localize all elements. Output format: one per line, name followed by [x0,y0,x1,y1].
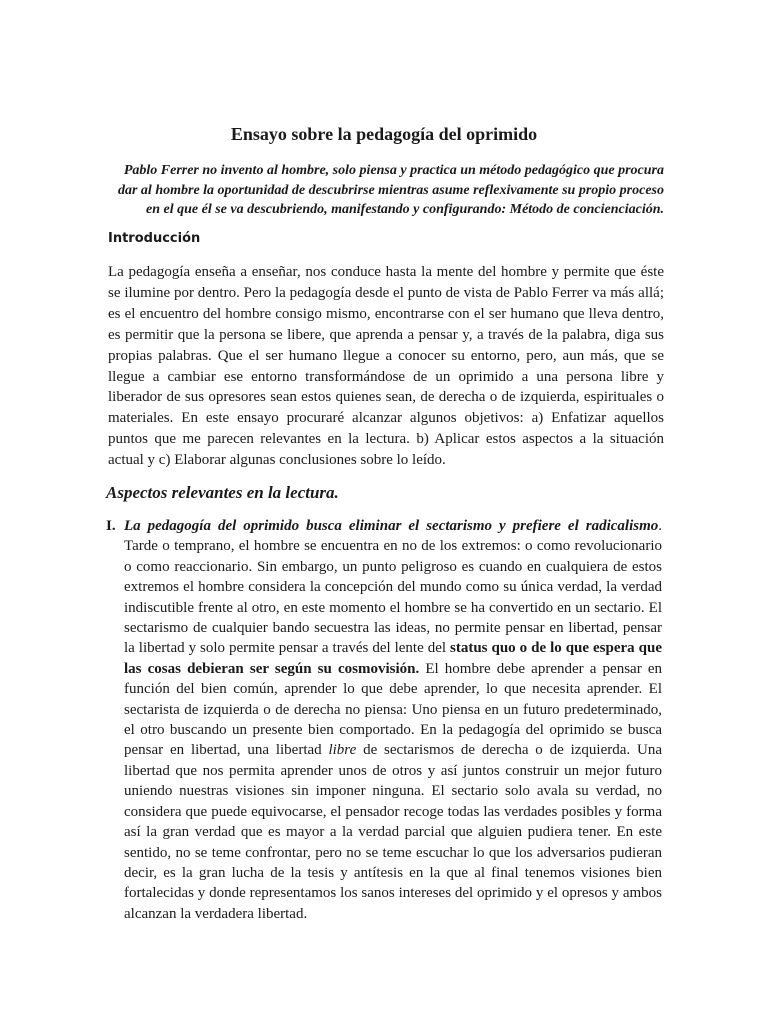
item-text-part-1: . Tarde o temprano, el hombre se encuentra en no de los extremos: o como revolucionario o como reaccionario. Sin embargo, un punto peligroso es cuando en cualquiera de estos extremos el hombre considera la concepción del mundo como su única verdad, la verdad indiscutible frente al otro, en este momento el hombre se ha convertido en un sectario. El sectarismo de cualquier bando secuestra las ideas, no permite pensar en libertad, pensar la libertad y solo permite pensar a través del lente del [124,518,662,657]
item-text-part-3: de sectarismos de derecha o de izquierda. Una libertad que nos permita aprender unos de otros y así juntos construir un mejor futuro uniendo nuestras visiones sin imponer ninguna. El sectario solo avala su verdad, no considera que puede equivocarse, el pensador recoge todas las verdades posibles y forma así la gran verdad que es mayor a la verdad parcial que alguien pudiera tener. En este sentido, no se teme confrontar, pero no se teme escuchar lo que los adversarios pudieran decir, es la gran lucha de la tesis y antítesis en la que al final tenemos visiones bien fortalecidas y donde representamos los sanos intereses del oprimido y el opresos y ambos alcanzan la verdadera libertad. [124,742,662,922]
item-text-part-2: El hombre debe aprender a pensar en función del bien común, aprender lo que debe aprender, lo que necesita aprender. El sectarista de izquierda o de derecha no piensa: Uno piensa en un futuro predeterminado, el otro buscando un presente bien comportado. En la pedagogía del oprimido se busca pensar en libertad, una libertad [124,660,662,759]
list-item-number: I. [106,518,116,534]
list-item-1 [106,516,666,924]
item-italic-word: libre [328,742,357,759]
document-title: Ensayo sobre la pedagogía del oprimido [230,124,538,144]
abstract-epigraph: Pablo Ferrer no invento al hombre, solo piensa y practica un método pedagógico que procura dar al hombre la oportunidad de descubrirse mientras asume reflexivamente su propio proceso en el que él se va descubriendo, manifestando y configurando: Método de concienciación. [117,163,664,217]
list-item-body [124,516,662,924]
item-bold-phrase: status quo o de lo que espera que las cosas debieran ser según su cosmovisión. [124,640,662,677]
introduction-heading: Introducción [108,231,201,246]
aspects-heading: Aspectos relevantes en la lectura. [106,483,339,502]
introduction-paragraph: La pedagogía enseña a enseñar, nos conduce hasta la mente del hombre y permite que éste se ilumine por dentro. Pero la pedagogía desde el punto de vista de Pablo Ferrer va más allá; es el encuentro del hombre consigo mismo, encontrarse con el ser humano que lleva dentro, es permitir que la persona se libere, que aprenda a pensar y, a través de la palabra, diga sus propias palabras. Que el ser humano llegue a conocer su entorno, pero, aun más, que se llegue a cambiar ese entorno transformándose de un oprimido a una persona libre y liberador de sus opresores sean estos quienes sean, de derecha o de izquierda, espirituales o materiales. En este ensayo procuraré alcanzar algunos objetivos: a) Enfatizar aquellos puntos que me parecen relevantes en la lectura. b) Aplicar estos aspectos a la situación actual y c) Elaborar algunas conclusiones sobre lo leído. [108,264,664,469]
item-lead-statement: La pedagogía del oprimido busca eliminar el sectarismo y prefiere el radicalismo [124,518,659,534]
